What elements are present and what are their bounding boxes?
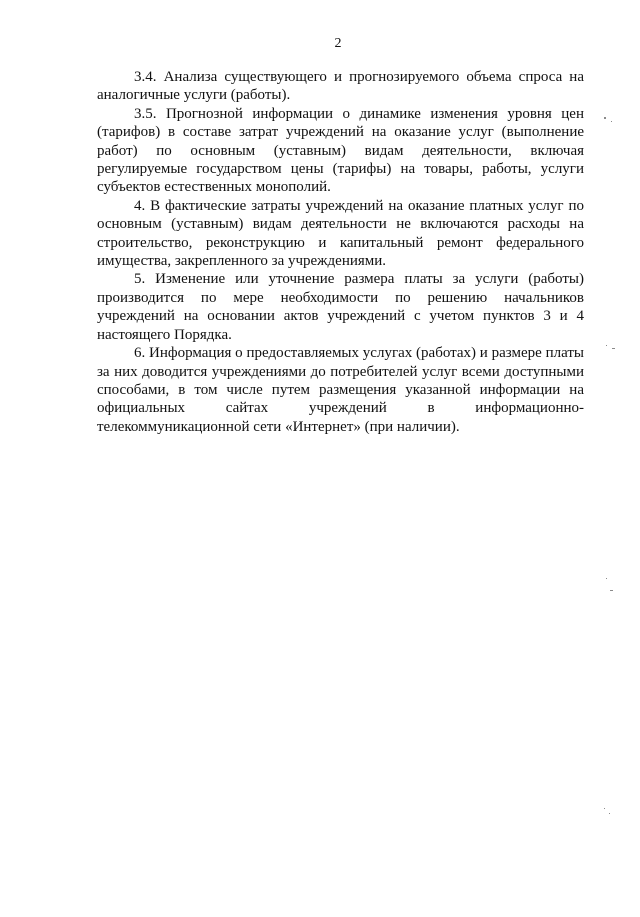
scan-speck xyxy=(610,590,613,591)
paragraph-6: 6. Информация о предоставляемых услугах (работах) и размере платы за них доводится учреждениями до потребителей услуг всеми доступными способами, в том числе путем размещения указанной информации на официальных сайтах учреждений в информационно-телекоммуникационной сети «Интернет» (при наличии). xyxy=(97,345,584,435)
document-body xyxy=(97,68,584,436)
scan-speck xyxy=(611,121,612,122)
page-number: 2 xyxy=(334,36,342,51)
scan-speck xyxy=(604,117,606,119)
paragraph-3-4: 3.4. Анализа существующего и прогнозируемого объема спроса на аналогичные услуги (работы). xyxy=(97,69,584,104)
scan-speck xyxy=(606,345,607,346)
scan-speck xyxy=(606,578,607,579)
scan-speck xyxy=(604,808,605,809)
paragraph-5: 5. Изменение или уточнение размера платы за услуги (работы) производится по мере необходимости по решению начальников учреждений на основании актов учреждений с учетом пунктов 3 и 4 настоящего Порядка. xyxy=(97,271,584,343)
paragraph-4: 4. В фактические затраты учреждений на оказание платных услуг по основным (уставным) видам деятельности не включаются расходы на строительство, реконструкцию и капитальный ремонт федерального имущества, закрепленного за учреждениями. xyxy=(97,197,584,270)
paragraph-3-5: 3.5. Прогнозной информации о динамике изменения уровня цен (тарифов) в составе затрат учреждений на оказание услуг (выполнение работ) по основным (уставным) видам деятельности, включая регулируемые государством цены (тарифы) на товары, работы, услуги субъектов естественных монополий. xyxy=(97,105,584,196)
scan-speck xyxy=(612,348,615,349)
scan-speck xyxy=(609,813,610,814)
